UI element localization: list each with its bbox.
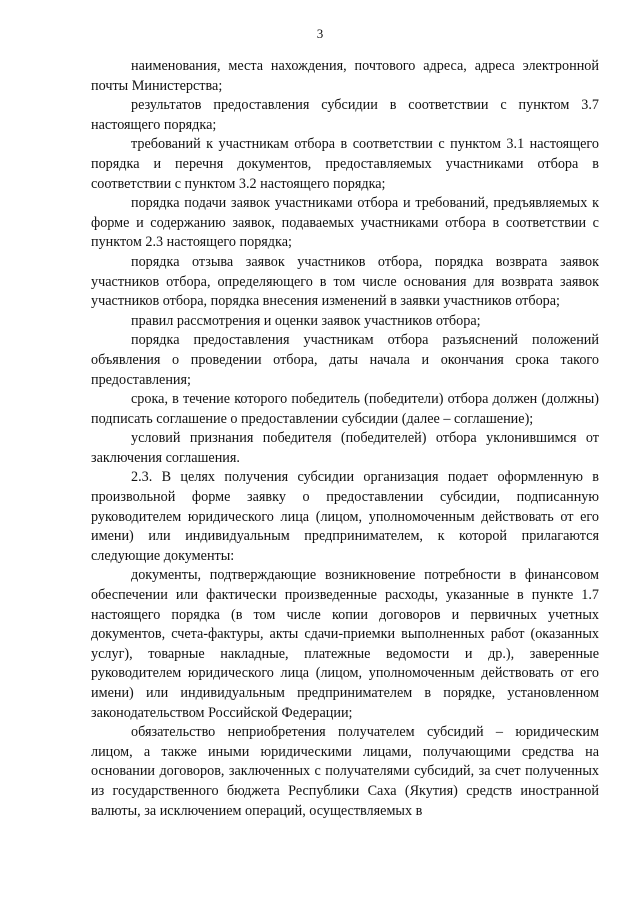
paragraph-supporting-documents: документы, подтверждающие возникновение потребности в финансовом обеспечении или фактически произведенные расходы, указанные в пункте 1.7 настоящего порядка (в том числе копии договоров и первичных учетных документов, счета-фактуры, акты сдачи-приемки выполненных работ (оказанных услуг), товарные накладные, платежные ведомости и др.), заверенные руководителем юридического лица (лицом, уполномоченным действовать от его имени) или индивидуальным предпринимателем в порядке, установленном законодательством Российской Федерации; — [91, 567, 599, 721]
paragraph-section-2-3: 2.3. В целях получения субсидии организация подает оформленную в произвольной форме заявку о предоставлении субсидии, подписанную руководителем юридического лица (лицом, уполномоченным действовать от его имени) или индивидуальным предпринимателем, к которой прилагаются следующие документы: — [91, 469, 599, 564]
paragraph-ministry-contacts: наименования, места нахождения, почтового адреса, адреса электронной почты Министерства; — [91, 58, 599, 94]
paragraph-currency-obligation: обязательство неприобретения получателем субсидий – юридическим лицом, а также иными юридическими лицами, получающими средства на основании договоров, заключенных с получателями субсидий, за счет полученных из государственного бюджета Республики Саха (Якутия) средств иностранной валюты, за исключением операций, осуществляемых в — [91, 724, 599, 819]
paragraph-application-procedure: порядка подачи заявок участниками отбора и требований, предъявляемых к форме и содержанию заявок, подаваемых участниками отбора в соответствии с пунктом 2.3 настоящего порядка; — [91, 195, 599, 251]
paragraph-evaluation-rules: правил рассмотрения и оценки заявок участников отбора; — [131, 312, 481, 329]
paragraph-subsidy-results: результатов предоставления субсидии в соответствии с пунктом 3.7 настоящего порядка; — [91, 97, 599, 133]
document-body — [91, 57, 599, 821]
paragraph-evasion-conditions: условий признания победителя (победителей) отбора уклонившимся от заключения соглашения. — [91, 430, 599, 466]
paragraph-participant-requirements: требований к участникам отбора в соответствии с пунктом 3.1 настоящего порядка и перечня документов, предоставляемых участниками отбора в соответствии с пунктом 3.2 настоящего порядка; — [91, 136, 599, 192]
paragraph-clarifications: порядка предоставления участникам отбора разъяснений положений объявления о проведении отбора, даты начала и окончания срока такого предоставления; — [91, 332, 599, 388]
page-number: 3 — [316, 26, 324, 41]
paragraph-agreement-deadline: срока, в течение которого победитель (победители) отбора должен (должны) подписать соглашение о предоставлении субсидии (далее – соглашение); — [91, 391, 599, 427]
paragraph-application-withdrawal: порядка отзыва заявок участников отбора, порядка возврата заявок участников отбора, определяющего в том числе основания для возврата заявок участников отбора, порядка внесения изменений в заявки участников отбора; — [91, 253, 599, 310]
